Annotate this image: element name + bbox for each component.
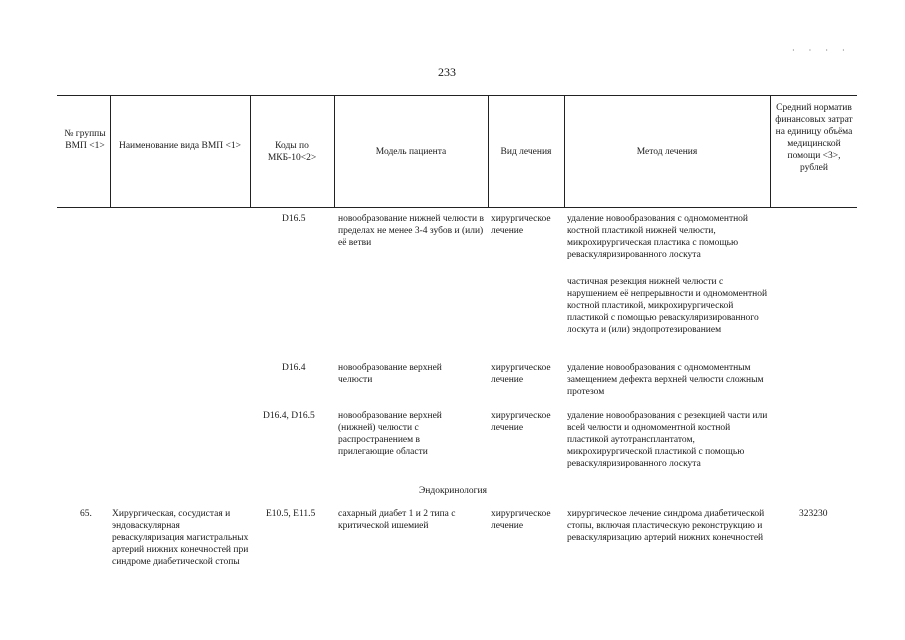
table-row-method: хирургическое лечение синдрома диабетической стопы, включая пластическую реконструкцию и реваскуляризацию артерий нижних конечностей <box>567 509 765 543</box>
table-row-method-alt: частичная резекция нижней челюсти с нарушением её непрерывности и одномоментной костной пластикой, микрохирургической пластикой с помощью реваскуляризированного лоскута и (или) эндопротезированием <box>567 277 768 335</box>
table-row-code: E10.5, E11.5 <box>266 509 316 519</box>
header-num: № группы ВМП <1> <box>64 129 106 151</box>
header-model: Модель пациента <box>375 147 447 157</box>
col-divider-4 <box>488 95 489 208</box>
header-treatment: Вид лечения <box>500 147 552 157</box>
col-divider-2 <box>250 95 251 208</box>
cost-value: 323230 <box>799 509 828 519</box>
table-row-treatment: хирургическое лечение <box>491 411 551 433</box>
table-row-treatment: хирургическое лечение <box>491 509 551 531</box>
table-row-method: удаление новообразования с одномоментной костной пластикой нижней челюсти, микрохирургическая пластика с помощью реваскуляризированного лоскута <box>567 214 749 260</box>
table-row-treatment: хирургическое лечение <box>491 214 551 236</box>
table-row-code: D16.4 <box>282 363 306 373</box>
group-number: 65. <box>80 509 92 519</box>
table-row-model: новообразование верхней челюсти <box>338 363 442 385</box>
col-divider-5 <box>564 95 565 208</box>
vmp-name: Хирургическая, сосудистая и эндоваскулярная реваскуляризация магистральных артерий нижних конечностей при синдроме диабетической стопы <box>112 509 249 567</box>
table-row-model: сахарный диабет 1 и 2 типа с критической ишемией <box>338 509 456 531</box>
table-row-treatment: хирургическое лечение <box>491 363 551 385</box>
table-row-method: удаление новообразования с резекцией части или всей челюсти и одномоментной костной пластикой аутотрансплантатом, микрохирургической пластикой с помощью реваскуляризированного лоскута <box>567 411 768 469</box>
header-name: Наименование вида ВМП <1> <box>118 141 242 151</box>
table-row-model: новообразование верхней (нижней) челюсти с распространением в прилегающие области <box>338 411 442 457</box>
header-codes: Коды по МКБ-10<2> <box>267 141 317 163</box>
table-row-model: новообразование нижней челюсти в пределах не менее 3-4 зубов и (или) её ветви <box>338 214 484 248</box>
table-row-method: удаление новообразования с одномоментным замещением дефекта верхней челюсти сложным протезом <box>567 363 764 397</box>
section-title: Эндокринология <box>419 486 487 496</box>
scan-marks: · · · · <box>792 46 851 55</box>
table-row-code: D16.5 <box>282 214 306 224</box>
col-divider-1 <box>110 95 111 208</box>
header-method: Метод лечения <box>636 147 698 157</box>
page-number: 233 <box>438 65 456 79</box>
col-divider-6 <box>770 95 771 208</box>
header-bottom-rule <box>57 207 857 208</box>
col-divider-3 <box>334 95 335 208</box>
table-row-code: D16.4, D16.5 <box>263 411 315 421</box>
header-top-rule <box>57 95 857 96</box>
header-cost: Средний норматив финансовых затрат на единицу объёма медицинской помощи <3>, рублей <box>775 103 853 173</box>
